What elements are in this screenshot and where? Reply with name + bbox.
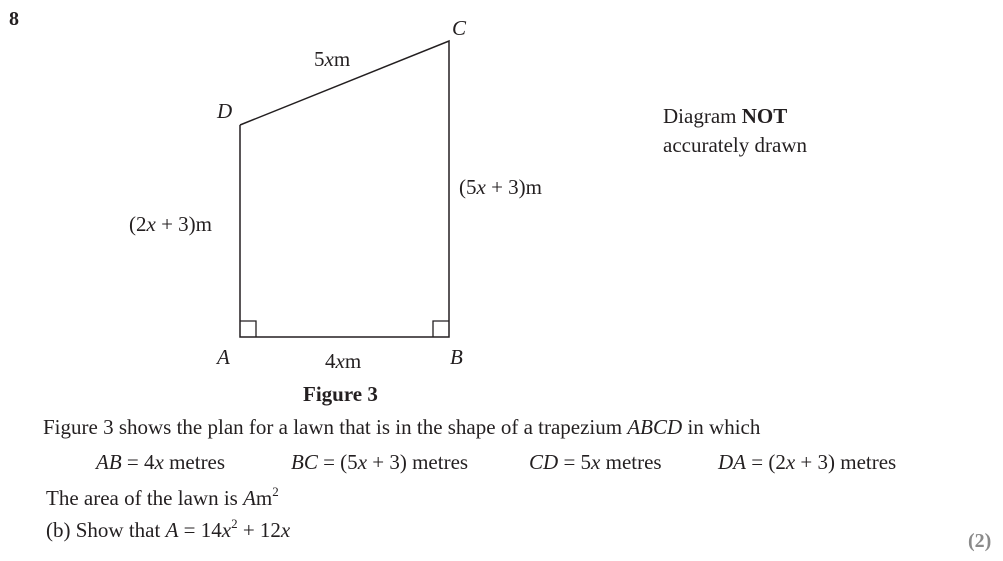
trapezium-outline [240,41,449,337]
diagram-note: Diagram NOT accurately drawn [663,104,807,157]
length-cd: CD = 5x metres [529,450,662,474]
vertex-d-label: D [217,99,233,123]
question-number: 8 [9,8,19,30]
vertex-a-label: A [217,345,230,369]
marks-label: (2) [968,530,992,552]
right-angle-b [433,321,449,337]
figure-caption: Figure 3 [303,382,378,406]
side-ab-label: 4xm [325,349,362,373]
part-b: (b) Show that $A = 14x^2 + 12x$ [46,516,291,542]
vertex-c-label: C [452,16,467,40]
length-ab: AB = 4x metres [96,450,226,474]
area-statement: The area of the lawn is Am$^2$ [46,484,279,510]
length-bc: BC = (5x + 3) metres [291,450,469,474]
length-da: DA = (2x + 3) metres [718,450,897,474]
side-bc-label: (5x + 3)m [459,175,543,199]
intro-text: Figure 3 shows the plan for a lawn that is in the shape of a trapezium ABCD in which [43,415,761,439]
right-angle-a [240,321,256,337]
side-da-label: (2x + 3)m [129,212,213,236]
side-cd-label: 5xm [314,47,351,71]
vertex-b-label: B [450,345,463,369]
